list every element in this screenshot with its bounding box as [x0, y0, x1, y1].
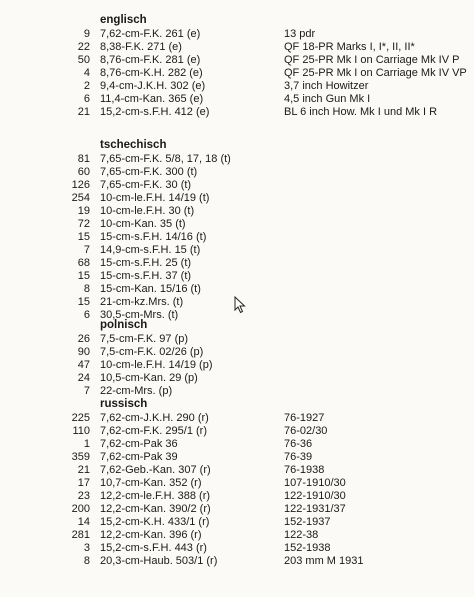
designation-cell: 30,5-cm-Mrs. (t) [100, 309, 179, 321]
quantity-cell: 4 [83, 67, 90, 79]
designation-cell: 14,9-cm-s.F.H. 15 (t) [100, 244, 201, 256]
quantity-cell: 90 [77, 346, 90, 358]
designation-cell: 15-cm-s.F.H. 37 (t) [100, 270, 192, 282]
table-row [0, 283, 474, 296]
quantity-cell: 22 [77, 41, 90, 53]
designation-cell: 21-cm-kz.Mrs. (t) [100, 296, 184, 308]
original-designation-cell: 203 mm M 1931 [284, 555, 364, 567]
quantity-cell: 126 [71, 179, 90, 191]
quantity-cell: 9 [83, 28, 90, 40]
quantity-cell: 8 [83, 283, 90, 295]
original-designation-cell: 4,5 inch Gun Mk I [284, 93, 371, 105]
section-heading: polnisch [100, 319, 148, 331]
table-row [0, 477, 474, 490]
designation-cell: 7,65-cm-F.K. 5/8, 17, 18 (t) [100, 153, 231, 165]
quantity-cell: 15 [77, 296, 90, 308]
table-row [0, 516, 474, 529]
original-designation-cell: 76-02/30 [284, 425, 328, 437]
table-row [0, 490, 474, 503]
original-designation-cell: 107-1910/30 [284, 477, 346, 489]
original-designation-cell: BL 6 inch How. Mk I und Mk I R [284, 106, 438, 118]
designation-cell: 10-cm-le.F.H. 14/19 (t) [100, 192, 210, 204]
original-designation-cell: QF 25-PR Mk I on Carriage Mk IV P [284, 54, 460, 66]
table-row [0, 359, 474, 372]
table-row [0, 425, 474, 438]
original-designation-cell: 152-1938 [284, 542, 331, 554]
original-designation-cell: 3,7 inch Howitzer [284, 80, 369, 92]
table-row [0, 333, 474, 346]
table-row [0, 346, 474, 359]
original-designation-cell: 76-39 [284, 451, 313, 463]
quantity-cell: 110 [72, 425, 90, 437]
quantity-cell: 60 [77, 166, 90, 178]
table-row [0, 106, 474, 119]
quantity-cell: 24 [77, 372, 90, 384]
quantity-cell: 21 [77, 106, 90, 118]
table-row [0, 41, 474, 54]
quantity-cell: 7 [83, 244, 90, 256]
quantity-cell: 23 [77, 490, 90, 502]
table-row [0, 555, 474, 568]
designation-cell: 10,7-cm-Kan. 352 (r) [100, 477, 202, 489]
section-heading: tschechisch [100, 139, 167, 151]
designation-cell: 7,5-cm-F.K. 02/26 (p) [100, 346, 204, 358]
section-heading: russisch [100, 398, 148, 410]
quantity-cell: 7 [83, 385, 90, 397]
original-designation-cell: 152-1937 [284, 516, 331, 528]
table-row [0, 93, 474, 106]
designation-cell: 8,38-F.K. 271 (e) [100, 41, 182, 53]
quantity-cell: 26 [77, 333, 90, 345]
quantity-cell: 17 [77, 477, 90, 489]
designation-cell: 7,65-cm-F.K. 300 (t) [100, 166, 198, 178]
designation-cell: 7,62-cm-Pak 39 [100, 451, 178, 463]
original-designation-cell: 76-36 [284, 438, 313, 450]
designation-cell: 7,5-cm-F.K. 97 (p) [100, 333, 189, 345]
designation-cell: 15,2-cm-s.F.H. 412 (e) [100, 106, 210, 118]
designation-cell: 20,3-cm-Haub. 503/1 (r) [100, 555, 218, 567]
table-row [0, 153, 474, 166]
original-designation-cell: 122-1931/37 [284, 503, 346, 515]
designation-cell: 22-cm-Mrs. (p) [100, 385, 173, 397]
quantity-cell: 21 [77, 464, 90, 476]
original-designation-cell: 13 pdr [284, 28, 316, 40]
quantity-cell: 1 [83, 438, 90, 450]
quantity-cell: 15 [77, 231, 90, 243]
designation-cell: 7,62-Geb.-Kan. 307 (r) [100, 464, 211, 476]
designation-cell: 7,65-cm-F.K. 30 (t) [100, 179, 192, 191]
designation-cell: 10,5-cm-Kan. 29 (p) [100, 372, 198, 384]
table-row [0, 80, 474, 93]
quantity-cell: 359 [71, 451, 90, 463]
original-designation-cell: 122-1910/30 [284, 490, 346, 502]
quantity-cell: 14 [77, 516, 90, 528]
table-row [0, 179, 474, 192]
quantity-cell: 6 [83, 309, 90, 321]
table-row [0, 412, 474, 425]
original-designation-cell: QF 25-PR Mk I on Carriage Mk IV VP [284, 67, 467, 79]
original-designation-cell: QF 18-PR Marks I, I*, II, II* [284, 41, 415, 53]
designation-cell: 7,62-cm-J.K.H. 290 (r) [100, 412, 209, 424]
table-row [0, 192, 474, 205]
quantity-cell: 6 [83, 93, 90, 105]
table-row [0, 54, 474, 67]
original-designation-cell: 76-1927 [284, 412, 325, 424]
quantity-cell: 2 [83, 80, 90, 92]
designation-cell: 15-cm-s.F.H. 25 (t) [100, 257, 192, 269]
designation-cell: 15-cm-Kan. 15/16 (t) [100, 283, 201, 295]
designation-cell: 10-cm-le.F.H. 14/19 (p) [100, 359, 213, 371]
table-row [0, 529, 474, 542]
table-row [0, 244, 474, 257]
quantity-cell: 72 [77, 218, 90, 230]
designation-cell: 8,76-cm-K.H. 282 (e) [100, 67, 203, 79]
table-row [0, 28, 474, 41]
table-row [0, 205, 474, 218]
original-designation-cell: 76-1938 [284, 464, 325, 476]
table-row [0, 542, 474, 555]
quantity-cell: 225 [71, 412, 90, 424]
designation-cell: 12,2-cm-Kan. 390/2 (r) [100, 503, 211, 515]
designation-cell: 7,62-cm-F.K. 295/1 (r) [100, 425, 207, 437]
table-row [0, 166, 474, 179]
quantity-cell: 47 [77, 359, 90, 371]
quantity-cell: 68 [77, 257, 90, 269]
designation-cell: 7,62-cm-Pak 36 [100, 438, 178, 450]
designation-cell: 10-cm-Kan. 35 (t) [100, 218, 186, 230]
designation-cell: 7,62-cm-F.K. 261 (e) [100, 28, 201, 40]
quantity-cell: 15 [77, 270, 90, 282]
table-row [0, 503, 474, 516]
quantity-cell: 19 [77, 205, 90, 217]
table-row [0, 372, 474, 385]
designation-cell: 11,4-cm-Kan. 365 (e) [100, 93, 204, 105]
quantity-cell: 200 [71, 503, 90, 515]
designation-cell: 10-cm-le.F.H. 30 (t) [100, 205, 195, 217]
table-row [0, 231, 474, 244]
table-row [0, 67, 474, 80]
quantity-cell: 254 [71, 192, 90, 204]
mouse-pointer-icon [234, 296, 246, 314]
table-row [0, 451, 474, 464]
table-row [0, 257, 474, 270]
quantity-cell: 81 [77, 153, 90, 165]
designation-cell: 15-cm-s.F.H. 14/16 (t) [100, 231, 207, 243]
designation-cell: 8,76-cm-F.K. 281 (e) [100, 54, 201, 66]
table-row [0, 464, 474, 477]
designation-cell: 12,2-cm-Kan. 396 (r) [100, 529, 202, 541]
quantity-cell: 281 [71, 529, 90, 541]
section-heading: englisch [100, 14, 147, 26]
designation-cell: 15,2-cm-K.H. 433/1 (r) [100, 516, 210, 528]
designation-cell: 15,2-cm-s.F.H. 443 (r) [100, 542, 207, 554]
quantity-cell: 3 [83, 542, 90, 554]
table-row [0, 270, 474, 283]
designation-cell: 12,2-cm-le.F.H. 388 (r) [100, 490, 211, 502]
original-designation-cell: 122-38 [284, 529, 319, 541]
quantity-cell: 50 [77, 54, 90, 66]
table-row [0, 438, 474, 451]
table-row [0, 385, 474, 398]
designation-cell: 9,4-cm-J.K.H. 302 (e) [100, 80, 206, 92]
quantity-cell: 8 [83, 555, 90, 567]
table-row [0, 218, 474, 231]
